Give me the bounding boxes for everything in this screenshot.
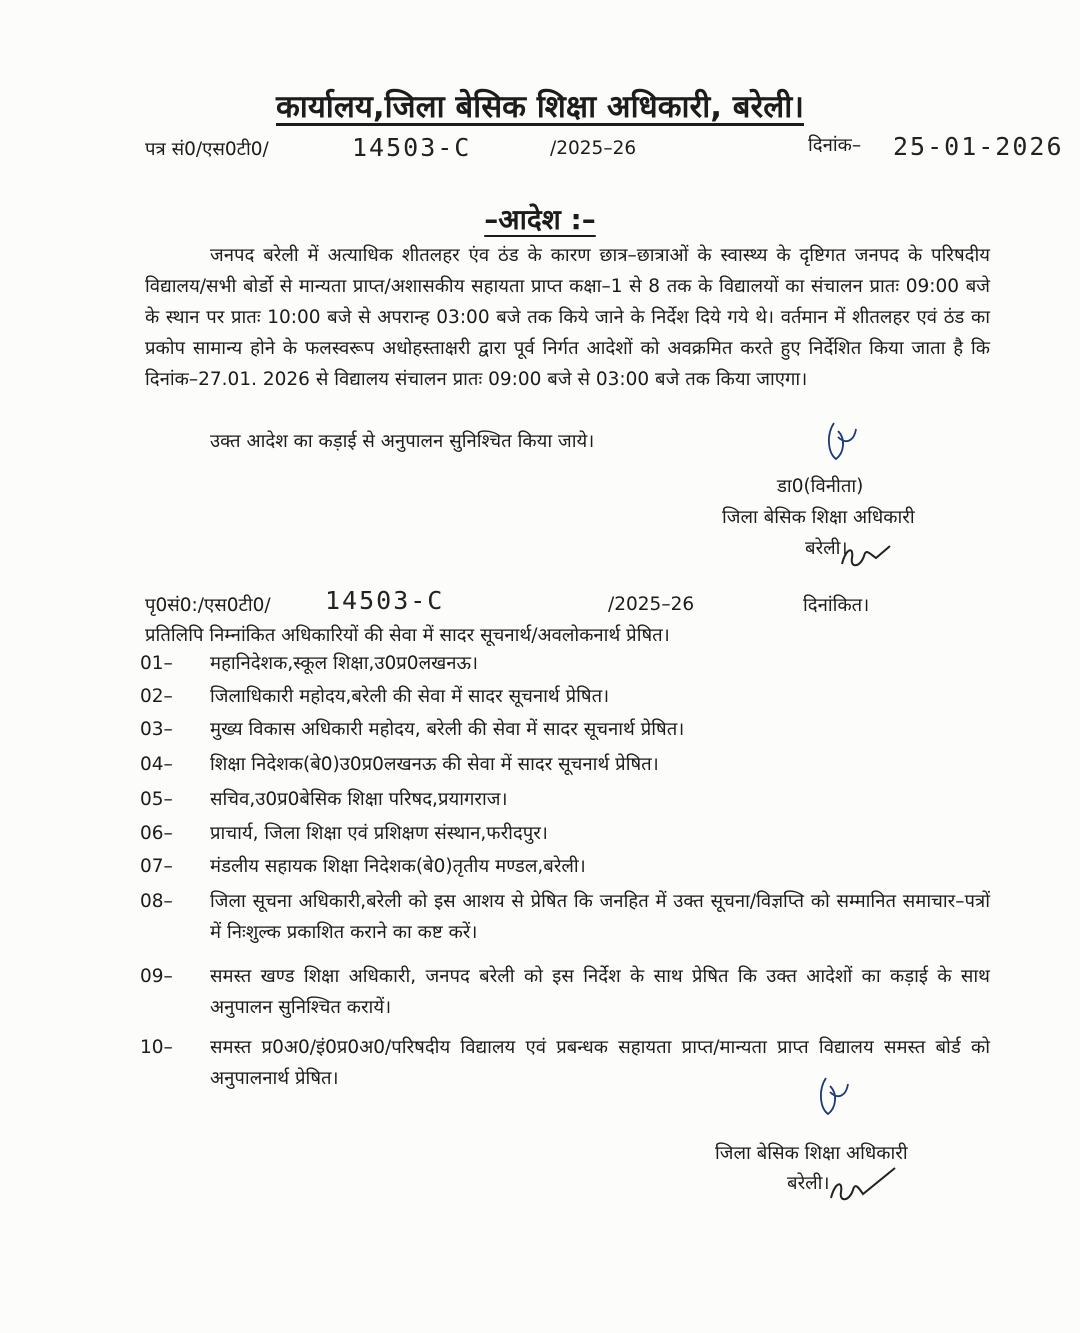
letter-number-prefix: पत्र सं0/एस0टी0/ <box>145 139 269 160</box>
endorsement-intro: प्रतिलिपि निम्नांकित अधिकारियों की सेवा में सादर सूचनार्थ/अवलोकनार्थ प्रेषित। <box>145 625 670 646</box>
date-label: दिनांक– <box>808 135 862 156</box>
signature-2 <box>825 1160 905 1210</box>
endorsement-ref-year: /2025–26 <box>608 594 695 615</box>
date-handwritten: 25-01-2026 <box>893 132 1064 161</box>
letter-year: /2025–26 <box>550 138 637 159</box>
letter-number-handwritten: 14503-C <box>352 133 472 162</box>
endorsement-dated: दिनांकित। <box>803 595 870 616</box>
document-page: कार्यालय,जिला बेसिक शिक्षा अधिकारी, बरेली। पत्र सं0/एस0टी0/ 14503-C /2025–26 दिनांक– 25-01-2026 –आदेश :– जनपद बरेली में अत्याधिक शीतलहर एंव ठंड के कारण छात्र–छात्राओं के स्वास्थ्य के दृष्टिगत जनपद के परिषदीय विद्यालय/सभी बोर्डो से मान्यता प्राप्त/अशासकीय सहायता प्राप्त कक्षा–1 से 8 तक के विद्यालयों का संचालन प्रातः 09:00 बजे के स्थान पर प्रातः 10:00 बजे से अपरान्ह 03:00 बजे तक किये जाने के निर्देश दिये गये थे। वर्तमान में शीतलहर एवं ठंड का प्रकोप सामान्य होने के फलस्वरूप अधोहस्ताक्षरी द्वारा पूर्व निर्गत आदेशों को अवक्रमित करते हुए निर्देशित किया जाता है कि दिनांक–27.01. 2026 से विद्यालय संचालन प्रातः 09:00 बजे से 03:00 बजे तक किया जाएगा। उक्त आदेश का कड़ाई से अनुपालन सुनिश्चित किया जाये। डा0(विनीता) जिला बेसिक शिक्षा अधिकारी बरेली। पृ0सं0:/एस0टी0/ 14503-C /2025–26 दिनांकित। प्रतिलिपि निम्नांकित अधिकारियों की सेवा में सादर सूचनार्थ/अवलोकनार्थ प्रेषित। 01– महानिदेशक,स्कूल शिक्षा,उ0प्र0लखनऊ। 02– जिलाधिकारी महोदय,बरेली की सेवा में सादर सूचनार्थ प्रेषित। 03– मुख्य विकास अधिकारी महोदय, बरेली की सेवा में सादर सूचनार्थ प्रेषित। 04– शिक्षा निदेशक(बे0)उ0प्र0लखनऊ की सेवा में सादर सूचनार्थ प्रेषित। 05– सचिव,उ0प्र0बेसिक शिक्षा परिषद,प्रयागराज। 06– प्राचार्य, जिला शिक्षा एवं प्रशिक्षण संस्थान,फरीदपुर। 07– मंडलीय सहायक शिक्षा निदेशक(बे0)तृतीय मण्डल,बरेली। 08– जिला सूचना अधिकारी,बरेली को इस आशय से प्रेषित कि जनहित में उक्त सूचना/विज्ञप्ति को सम्मानित समाचार–पत्रों में निःशुल्क प्रकाशित कराने का कष्ट करें। 09– समस्त खण्ड शिक्षा अधिकारी, जनपद बरेली को इस निर्देश के साथ प्रेषित कि उक्त आदेशों का कड़ाई के साथ अनुपालन सुनिश्चित करायें। 10– समस्त प्र0अ0/इं0प्र0अ0/परिषदीय विद्यालय एवं प्रबन्धक सहायता प्राप्त/मान्यता प्राप्त विद्यालय समस्त बोर्ड को अनुपालनार्थ प्रेषित। जिला बेसिक शिक्षा अधिकारी बरेली। <box>0 0 1080 1333</box>
endorsement-ref-prefix: पृ0सं0:/एस0टी0/ <box>145 595 271 616</box>
signatory-2-place: बरेली। <box>787 1173 830 1194</box>
compliance-paragraph: उक्त आदेश का कड़ाई से अनुपालन सुनिश्चित किया जाये। <box>210 431 595 452</box>
endorsement-ref-handwritten: 14503-C <box>325 586 445 615</box>
office-title: कार्यालय,जिला बेसिक शिक्षा अधिकारी, बरेली। <box>275 89 804 125</box>
signatory-name: डा0(विनीता) <box>777 476 864 497</box>
signature-1 <box>836 528 896 573</box>
signatory-place: बरेली। <box>805 538 848 559</box>
initials-signature-1 <box>820 415 860 470</box>
signatory-2-designation: जिला बेसिक शिक्षा अधिकारी <box>715 1143 908 1164</box>
order-title: –आदेश :– <box>484 203 596 236</box>
signatory-designation: जिला बेसिक शिक्षा अधिकारी <box>722 507 915 528</box>
initials-signature-2 <box>812 1070 852 1125</box>
order-paragraph: जनपद बरेली में अत्याधिक शीतलहर एंव ठंड के कारण छात्र–छात्राओं के स्वास्थ्य के दृष्टिगत जनपद के परिषदीय विद्यालय/सभी बोर्डो से मान्यता प्राप्त/अशासकीय सहायता प्राप्त कक्षा–1 से 8 तक के विद्यालयों का संचालन प्रातः 09:00 बजे के स्थान पर प्रातः 10:00 बजे से अपरान्ह 03:00 बजे तक किये जाने के निर्देश दिये गये थे। वर्तमान में शीतलहर एवं ठंड का प्रकोप सामान्य होने के फलस्वरूप अधोहस्ताक्षरी द्वारा पूर्व निर्गत आदेशों को अवक्रमित करते हुए निर्देशित किया जाता है कि दिनांक–27.01. 2026 से विद्यालय संचालन प्रातः 09:00 बजे से 03:00 बजे तक किया जाएगा। <box>145 245 990 390</box>
